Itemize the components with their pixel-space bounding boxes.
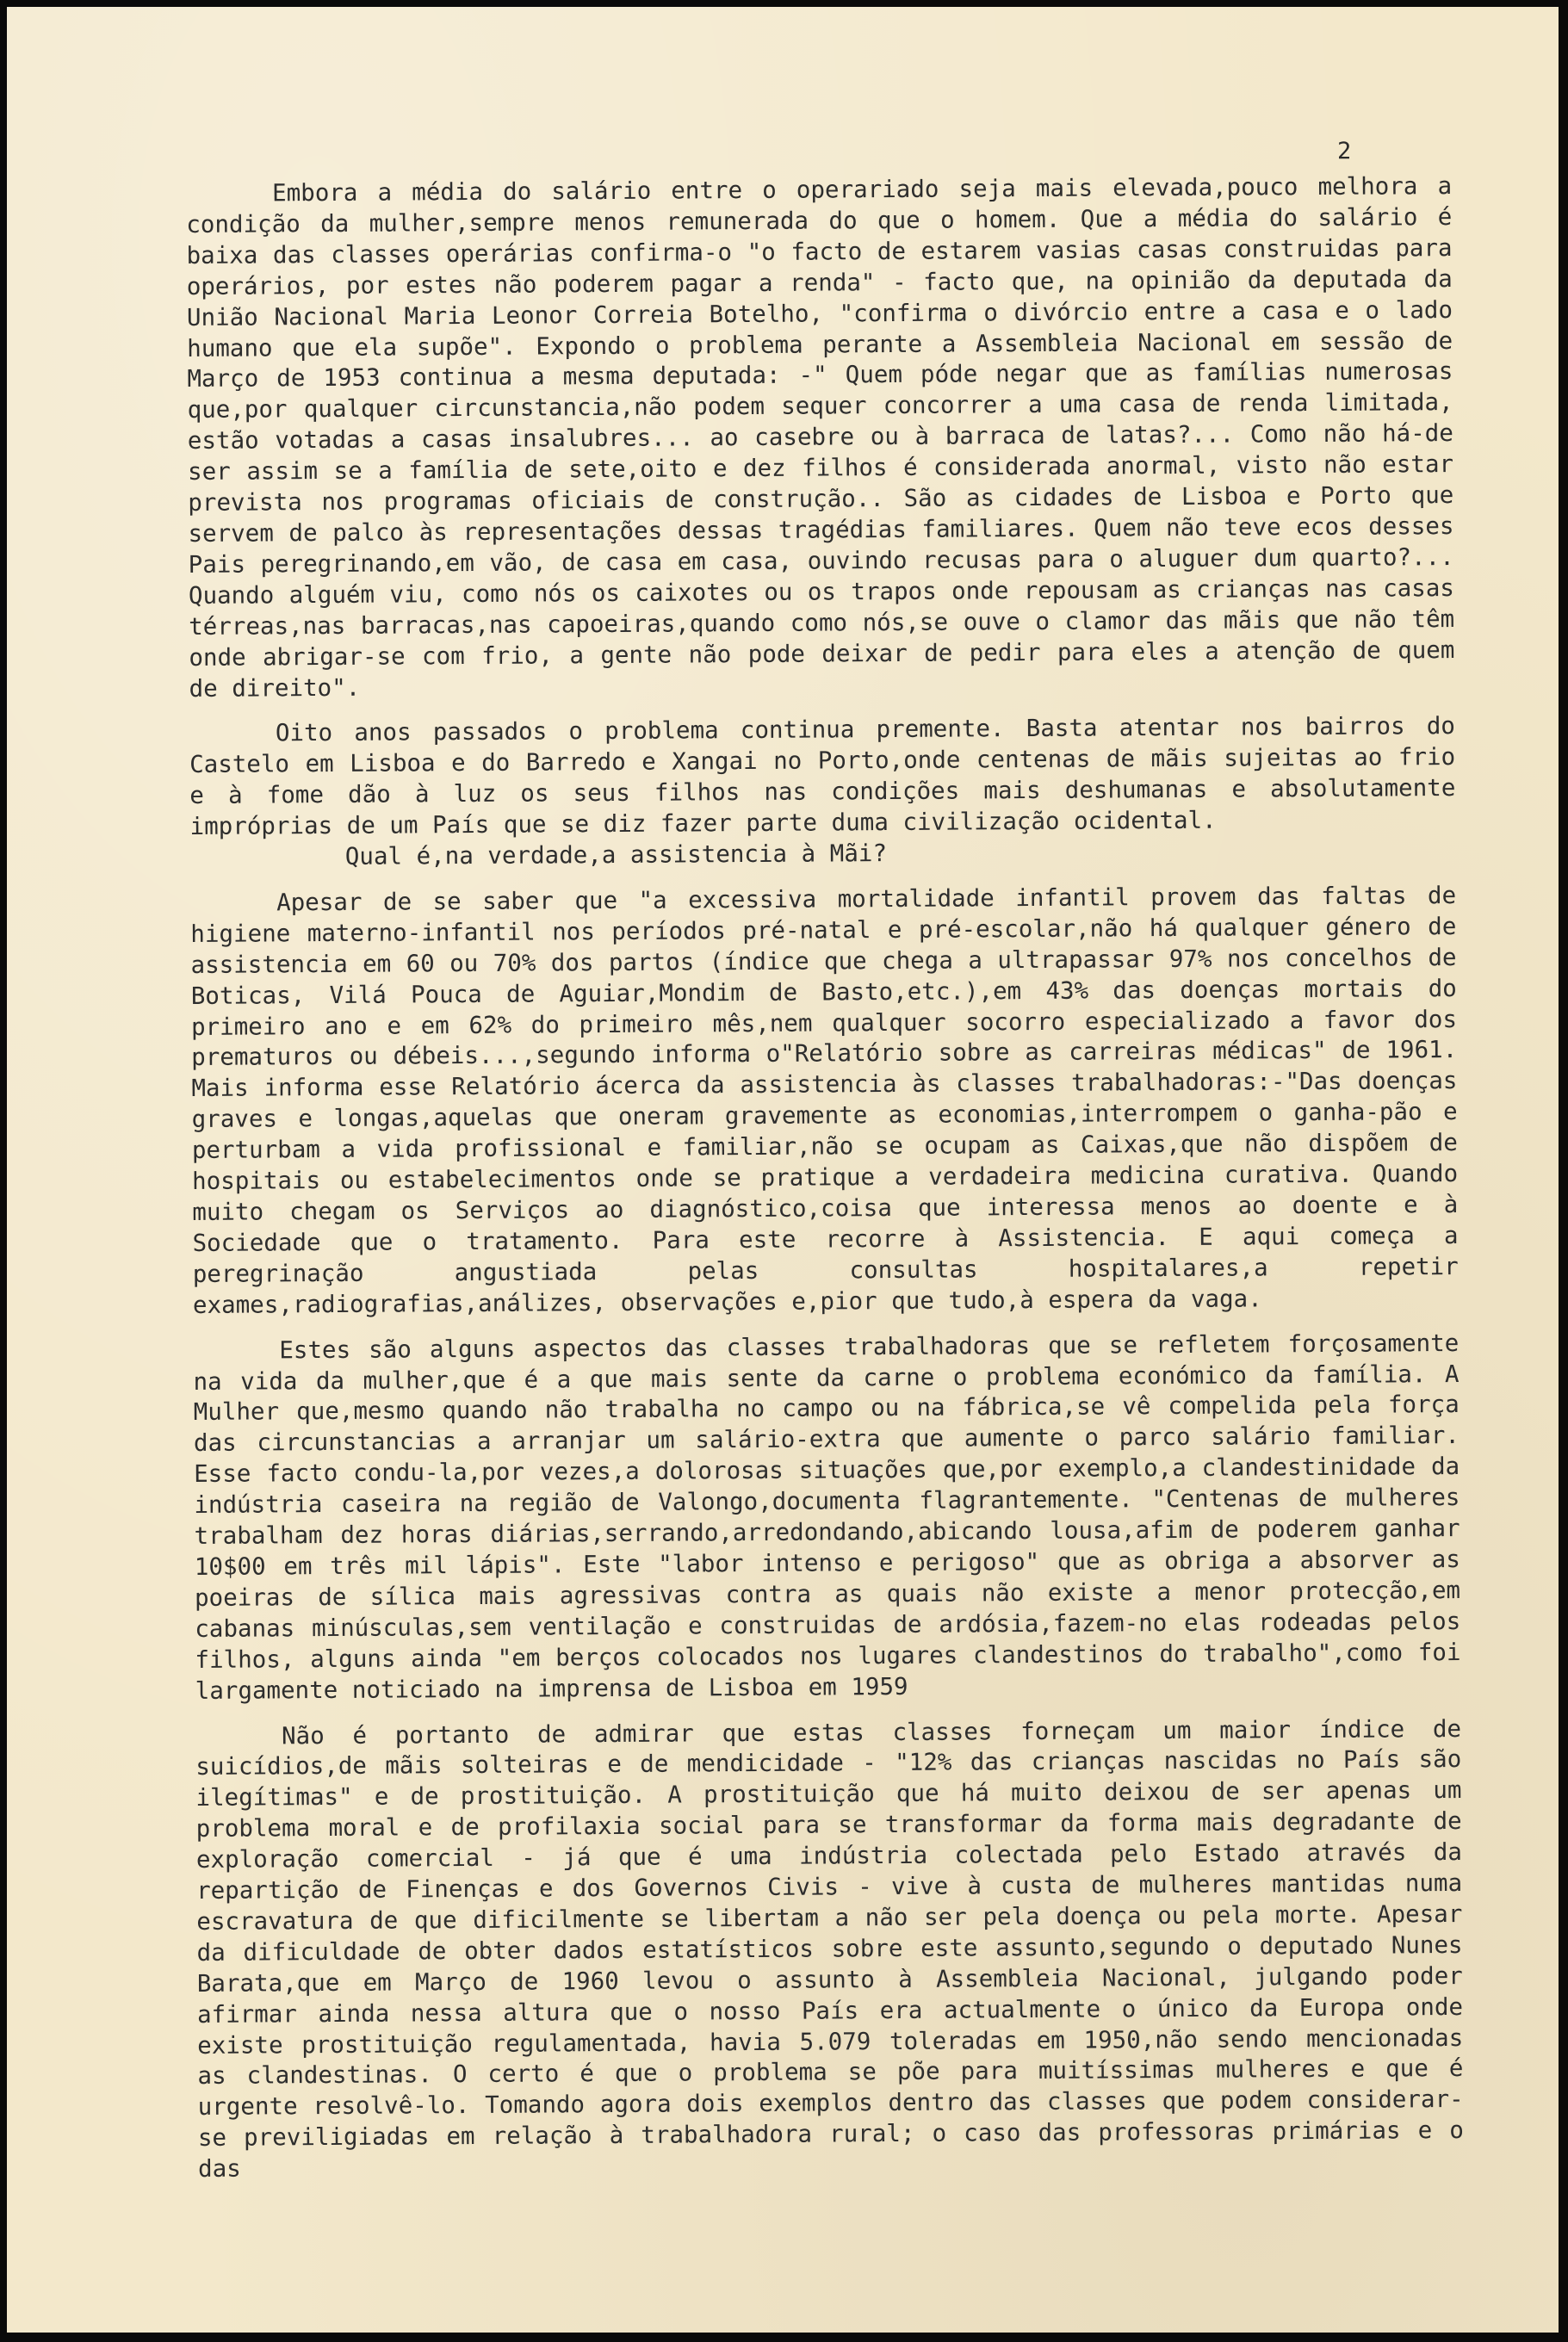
document-page [7, 7, 1559, 2333]
page-number: 2 [1337, 138, 1352, 164]
paragraph-question: Qual é,na verdade,a assistencia à Mãi? [344, 840, 888, 871]
paragraph-assistance: Apesar de se saber que "a excessiva mortalidade infantil provem das faltas de higiene materno-infantil nos períodos pré-natal e pré-escolar,não há qualquer género de assistencia em 60 ou 70% dos partos (índice que chega a ultrapassar 97% nos concelhos de Boticas, Vilá Pouca de Aguiar,Mondim de Basto,etc.),em 43% das doenças mortais do primeiro ano e em 62% do primeiro mês,nem qualquer socorro especializado a favor dos prematuros ou débeis...,segundo informa o"Relatório sobre as carreiras médicas" de 1961. Mais informa esse Relatório ácerca da assistencia às classes trabalhadoras:-"Das doenças graves e longas,aquelas que oneram gravemente as economias,interrompem o ganha-pão e perturbam a vida profissional e familiar,não se ocupam as Caixas,que não dispõem de hospitais ou estabelecimentos onde se pratique a verdadeira medicina curativa. Quando muito chegam os Serviços ao diagnóstico,coisa que interessa menos ao doente e à Sociedade que o tratamento. Para este recorre à Assistencia. E aqui começa a peregrinação angustiada pelas consultas hospitalares,a repetir exames,radiografias,análizes, observações e,pior que tudo,à espera da vaga. [190, 881, 1459, 1319]
paragraph-housing: Embora a média do salário entre o operariado seja mais elevada,pouco melhora a condição da mulher,sempre menos remunerada do que o homem. Que a média do salário é baixa das classes operárias confirma-o "o facto de estarem vasias casas construidas para operários, por estes não poderem pagar a renda" - facto que, na opinião da deputada da União Nacional Maria Leonor Correia Botelho, "confirma o divórcio entre a casa e o lado humano que ela supõe". Expondo o problema perante a Assembleia Nacional em sessão de Março de 1953 continua a mesma deputada: -" Quem póde negar que as famílias numerosas que,por qualquer circunstancia,não podem sequer concorrer a uma casa de renda limitada, estão votadas a casas insalubres... ao casebre ou à barraca de latas?... Como não há-de ser assim se a família de sete,oito e dez filhos é considerada anormal, visto não estar prevista nos programas oficiais de construção.. São as cidades de Lisboa e Porto que servem de palco às representações dessas tragédias familiares. Quem não teve ecos desses Pais peregrinando,em vão, de casa em casa, ouvindo recusas para o aluguer dum quarto?... Quando alguém viu, como nós os caixotes ou os trapos onde repousam as crianças nas casas térreas,nas barracas,nas capoeiras,quando como nós,se ouve o clamor das mãis que não têm onde abrigar-se com frio, a gente não pode deixar de pedir para eles a atenção de quem de direito". [186, 172, 1455, 703]
paragraph-women-work: Estes são alguns aspectos das classes trabalhadoras que se refletem forçosamente na vida da mulher,que é a que mais sente da carne o problema económico da família. A Mulher que,mesmo quando não trabalha no campo ou na fábrica,se vê compelida pela força das circunstancias a arranjar um salário-extra que aumente o parco salário familiar. Esse facto condu-la,por vezes,a dolorosas situações que,por exemplo,a clandestinidade da indústria caseira na região de Valongo,documenta flagrantemente. "Centenas de mulheres trabalham dez horas diárias,serrando,arredondando,abicando lousa,afim de poderem ganhar 10$00 em três mil lápis". Este "labor intenso e perigoso" que as obriga a absorver as poeiras de sílica mais agressivas contra as quais não existe a menor protecção,em cabanas minúsculas,sem ventilação e construidas de ardósia,fazem-no elas rodeadas pelos filhos, alguns ainda "em berços colocados nos lugares clandestinos do trabalho",como foi largamente noticiado na imprensa de Lisboa em 1959 [193, 1329, 1461, 1705]
document-body [186, 171, 1464, 2200]
paragraph-prostitution: Não é portanto de admirar que estas classes forneçam um maior índice de suicídios,de mãis solteiras e de mendicidade - "12% das crianças nascidas no País são ilegítimas" e de prostituição. A prostituição que há muito deixou de ser apenas um problema moral e de profilaxia social para se transformar da forma mais degradante de exploração comercial - já que é uma indústria colectada pelo Estado através da repartição de Finenças e dos Governos Civis - vive à custa de mulheres mantidas numa escravatura de que dificilmente se libertam a não ser pela doença ou pela morte. Apesar da dificuldade de obter dados estatísticos sobre este assunto,segundo o deputado Nunes Barata,que em Março de 1960 levou o assunto à Assembleia Nacional, julgando poder afirmar ainda nessa altura que o nosso País era actualmente o único da Europa onde existe prostituição regulamentada, havia 5.079 toleradas em 1950,não sendo mencionadas as clandestinas. O certo é que o problema se põe para muitíssimas mulheres e que é urgente resolvê-lo. Tomando agora dois exemplos dentro das classes que podem considerar-se previligiadas em relação à trabalhadora rural; o caso das professoras primárias e o das [195, 1714, 1464, 2184]
paragraph-slums: Oito anos passados o problema continua premente. Basta atentar nos bairros do Castelo em Lisboa e do Barredo e Xangai no Porto,onde centenas de mãis sujeitas ao frio e à fome dão à luz os seus filhos nas condições mais deshumanas e absolutamente impróprias de um País que se diz fazer parte duma civilização ocidental. [189, 712, 1456, 841]
